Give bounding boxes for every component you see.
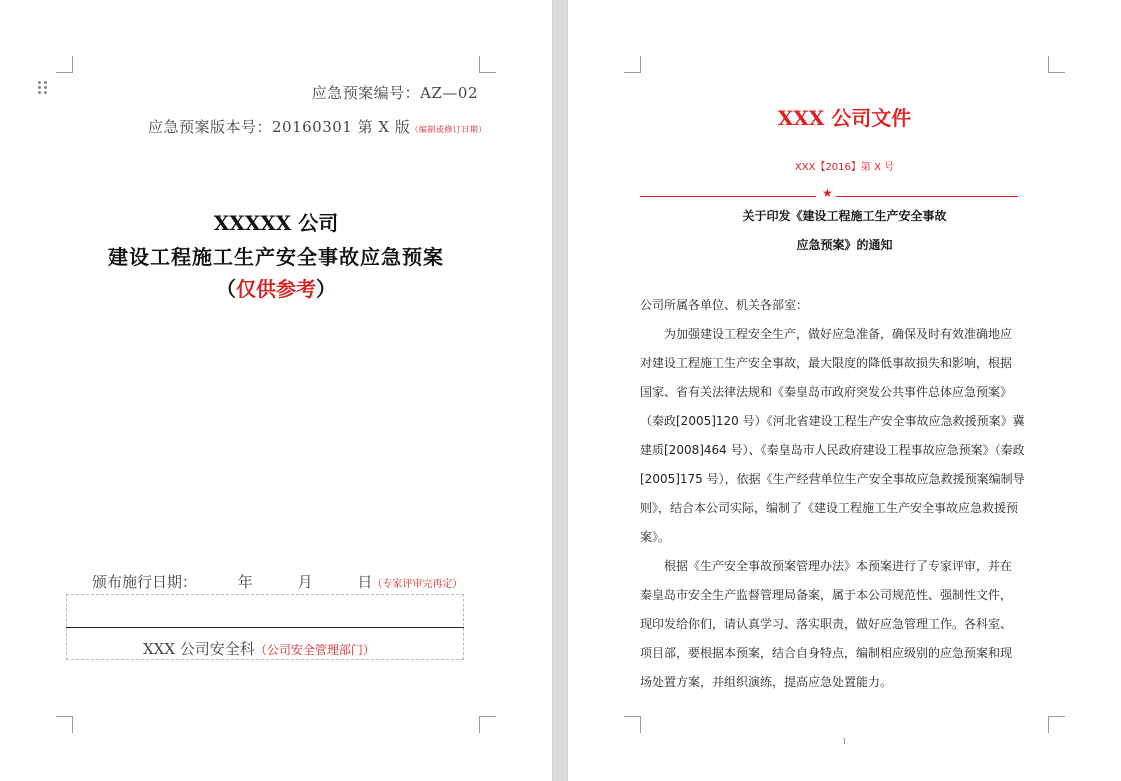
notice-body [640,291,1050,697]
crop-mark-top-left [56,56,73,73]
paragraph2-line: 根据《生产安全事故预案管理办法》本预案进行了专家评审，并在 [640,559,1013,573]
company-name: XXXXX 公司 [213,211,339,235]
issue-date-day: 日 [357,573,373,591]
crop-mark-bottom-right [479,716,496,733]
crop-mark-top-left [624,56,641,73]
paragraph2-line: 场处置方案，并组织演练，提高应急处置能力。 [640,675,893,689]
issue-date-note: （专家评审完再定） [372,579,463,590]
document-page-right [568,0,1121,781]
page-gutter [552,0,568,781]
paragraph1-line: 则》，结合本公司实际，编制了《建设工程施工生产安全事故应急救援预 [640,501,1019,515]
paragraph1-line: [2005]175 号），依据《生产经营单位生产安全事故应急救援预案编制导 [640,472,1025,486]
crop-mark-bottom-left [56,716,73,733]
reference-only-label: 仅供参考 [236,277,316,301]
paren-open: （ [216,277,236,301]
notice-title-line1: 关于印发《建设工程施工生产安全事故 [742,209,947,223]
paragraph2-line: 现印发给你们，请认真学习、落实职责，做好应急管理工作。各科室、 [640,617,1013,631]
crop-mark-top-right [1048,56,1065,73]
salutation: 公司所属各单位、机关各部室： [640,298,809,312]
issue-date-year: 年 [237,573,253,591]
reference-only-line [96,273,456,302]
star-icon: ★ [822,186,833,200]
issue-date-line [92,571,462,592]
page-tick-mark [844,738,845,744]
paren-close: ） [316,277,336,301]
crop-mark-bottom-left [624,716,641,733]
paragraph1-line: 对建设工程施工生产安全事故，最大限度的降低事故损失和影响，根据 [640,356,1013,370]
document-title: 建设工程施工生产安全事故应急预案 [108,245,444,269]
paragraph1-line: 建质[2008]464 号）、《秦皇岛市人民政府建设工程事故应急预案》（秦政 [640,443,1025,457]
paragraph1-line: 国家、省有关法律法规和《秦皇岛市政府突发公共事件总体应急预案》 [640,385,1013,399]
notice-title-line2: 应急预案》的通知 [796,238,893,252]
table-move-handle-icon[interactable] [37,80,49,96]
paragraph2-line: 项目部，要根据本预案，结合自身特点，编制相应级别的应急预案和现 [640,646,1013,660]
department-note: （公司安全管理部门） [254,643,375,657]
plan-version-text: 应急预案版本号：20160301 第 X 版 [148,118,411,136]
department-line [143,638,375,659]
plan-version [148,116,487,137]
paragraph1-line: （秦政[2005]120 号）《河北省建设工程生产安全事故应急救援预案》冀 [640,414,1025,428]
red-rule-left [640,196,816,197]
file-number: XXX【2016】第 X 号 [794,162,895,173]
department-divider [66,627,464,628]
red-rule-right [836,196,1018,197]
plan-version-note: （编制或修订日期） [410,125,487,134]
plan-number: 应急预案编号：AZ—02 [311,84,478,102]
paragraph1-line: 案》。 [640,530,671,544]
document-page-left [0,0,552,781]
department-name: XXX 公司安全科 [143,640,255,658]
issue-date-month: 月 [297,573,313,591]
issue-date-label: 颁布施行日期： [92,573,198,591]
paragraph2-line: 秦皇岛市安全生产监督管理局备案，属于本公司规范性、强制性文件， [640,588,1013,602]
paragraph1-line: 为加强建设工程安全生产，做好应急准备，确保及时有效准确地应 [640,327,1013,341]
crop-mark-top-right [479,56,496,73]
crop-mark-bottom-right [1048,716,1065,733]
file-title: XXX 公司文件 [777,106,912,130]
